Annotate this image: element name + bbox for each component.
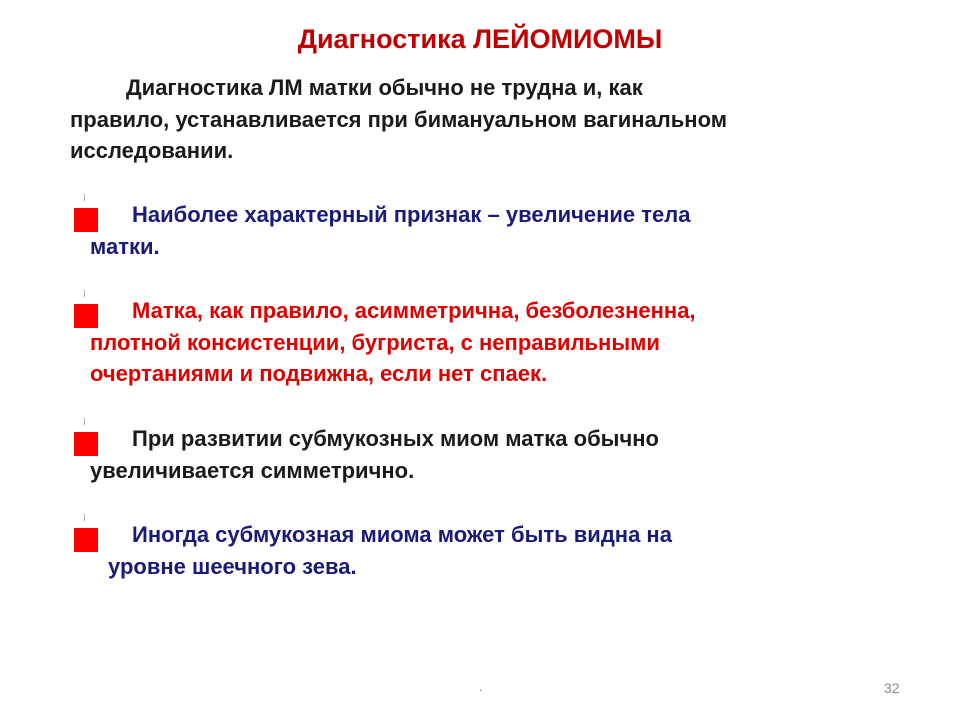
bullet-item-2 xyxy=(70,295,850,390)
bullet-2-first-line: Матка, как правило, асимметрична, безболезненна, xyxy=(132,298,696,323)
tick-mark xyxy=(84,514,85,521)
square-bullet-icon xyxy=(74,528,98,552)
tick-mark xyxy=(84,418,85,425)
bullet-3-first-line: При развитии субмукозных миом матка обычно xyxy=(132,426,659,451)
bullet-item-4 xyxy=(70,519,850,582)
intro-paragraph xyxy=(70,72,870,167)
bullet-4-first-line: Иногда субмукозная миома может быть видна на xyxy=(132,522,672,547)
intro-line-1: Диагностика ЛМ матки обычно не трудна и, как xyxy=(126,75,643,100)
footer-dot: . xyxy=(479,680,483,694)
slide-title: Диагностика ЛЕЙОМИОМЫ xyxy=(297,24,663,54)
square-bullet-icon xyxy=(74,432,98,456)
tick-mark xyxy=(84,290,85,297)
bullet-1-rest: матки. xyxy=(90,233,160,259)
bullet-item-3 xyxy=(70,423,850,486)
square-bullet-icon xyxy=(74,208,98,232)
intro-rest: правило, устанавливается при бимануальном вагинальном исследовании. xyxy=(70,106,728,163)
square-bullet-icon xyxy=(74,304,98,328)
bullet-3-rest: увеличивается симметрично. xyxy=(90,457,415,483)
bullet-2-rest: плотной консистенции, бугриста, с неправильными очертаниями и подвижна, если нет спаек. xyxy=(90,329,660,386)
bullet-item-1 xyxy=(70,199,850,262)
bullet-1-first-line: Наиболее характерный признак – увеличение тела xyxy=(132,202,691,227)
page-number: 32 xyxy=(884,680,900,696)
bullet-4-rest: уровне шеечного зева. xyxy=(108,553,357,579)
tick-mark xyxy=(84,194,85,201)
